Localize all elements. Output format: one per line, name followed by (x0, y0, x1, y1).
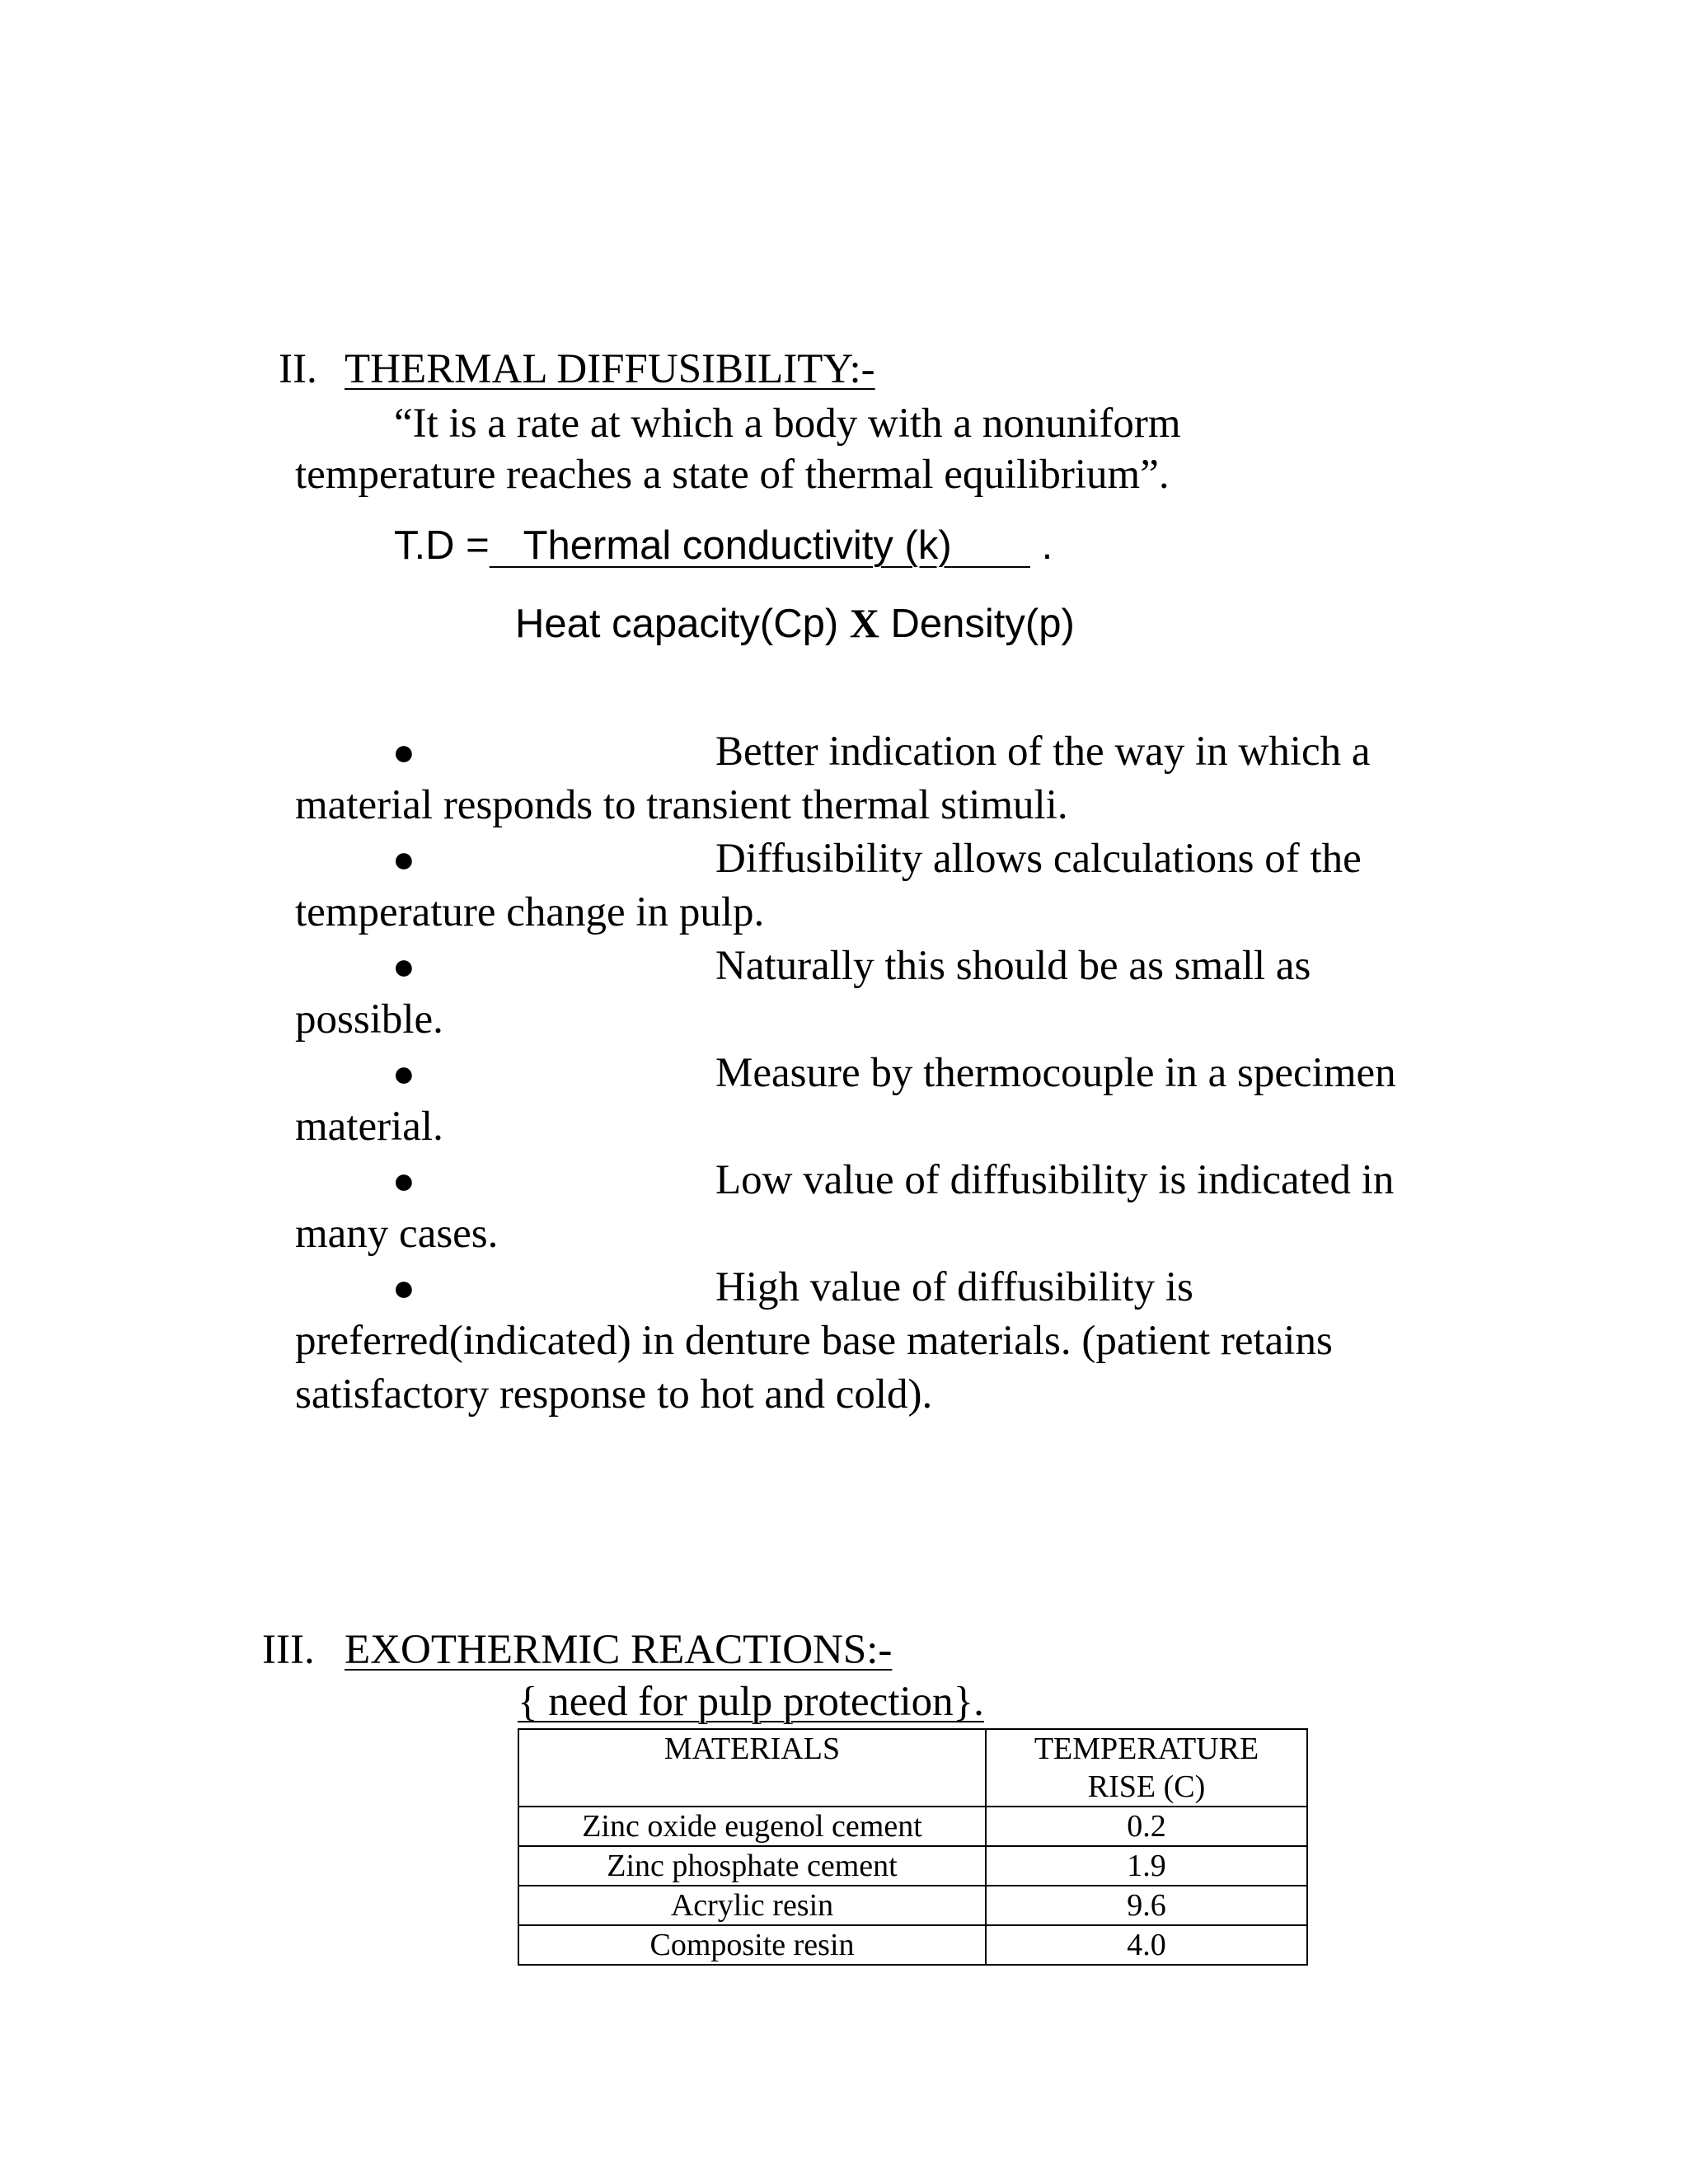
table-row (518, 1886, 1307, 1925)
list-item (295, 1261, 1449, 1422)
list-item (295, 1154, 1449, 1261)
temperature-cell: 0.2 (986, 1807, 1307, 1846)
formula-numerator-text: Thermal conductivity (k) (523, 523, 952, 568)
bullet-icon: ● (392, 1267, 415, 1309)
list-item (295, 725, 1449, 832)
bullet-icon: ● (392, 731, 415, 773)
list-item (295, 832, 1449, 940)
section-2-heading (279, 344, 875, 394)
table-row (518, 1846, 1307, 1886)
formula-denominator-line (515, 599, 1075, 647)
material-cell: Composite resin (518, 1925, 986, 1965)
list-item-continuation: many cases. (295, 1211, 499, 1257)
section-2-number: II. (279, 346, 317, 392)
list-item-first-line: Naturally this should be as small as (715, 943, 1311, 989)
list-item-continuation: temperature change in pulp. (295, 889, 765, 935)
list-item-continuation: material responds to transient thermal stimuli. (295, 782, 1068, 828)
section-3-heading (262, 1625, 892, 1675)
list-item (295, 1047, 1449, 1154)
list-item-first-line: High value of diffusibility is (715, 1264, 1193, 1310)
temperature-cell: 9.6 (986, 1886, 1307, 1925)
formula-trail: . (1041, 523, 1053, 568)
table-row (518, 1807, 1307, 1846)
list-item (295, 940, 1449, 1047)
list-item-continuation: preferred(indicated) in denture base materials. (patient retains (295, 1318, 1333, 1364)
bullet-list (295, 725, 1449, 1422)
section-3-note (518, 1675, 984, 1728)
bullet-icon: ● (392, 838, 415, 880)
temperature-cell: 4.0 (986, 1925, 1307, 1965)
section-2-title: THERMAL DIFFUSIBILITY:- (345, 346, 875, 392)
section-3-title: EXOTHERMIC REACTIONS:- (345, 1627, 893, 1673)
material-cell: Zinc oxide eugenol cement (518, 1807, 986, 1846)
list-item-first-line: Better indication of the way in which a (715, 729, 1371, 775)
formula-denominator-left: Heat capacity(Cp) (515, 602, 839, 646)
section-3-number: III. (262, 1627, 315, 1673)
section-3-note-text: { need for pulp protection}. (518, 1679, 984, 1725)
list-item-continuation: satisfactory response to hot and cold). (295, 1371, 933, 1418)
formula-numerator (490, 523, 1030, 569)
list-item-first-line: Diffusibility allows calculations of the (715, 836, 1362, 882)
formula-lhs: T.D = (394, 523, 490, 568)
bullet-icon: ● (392, 945, 415, 987)
header-line-1: TEMPERATURE (1034, 1732, 1259, 1766)
column-header-temperature-rise (986, 1729, 1307, 1807)
formula-denominator-right: Density(p) (890, 602, 1075, 646)
formula-numerator-line (394, 523, 1053, 569)
table-header-row (518, 1729, 1307, 1807)
temperature-cell: 1.9 (986, 1846, 1307, 1886)
bullet-icon: ● (392, 1160, 415, 1202)
table-row (518, 1925, 1307, 1965)
material-cell: Zinc phosphate cement (518, 1846, 986, 1886)
multiply-symbol: X (849, 600, 879, 646)
material-cell: Acrylic resin (518, 1886, 986, 1925)
column-header-materials: MATERIALS (518, 1729, 986, 1807)
list-item-first-line: Low value of diffusibility is indicated in (715, 1157, 1395, 1203)
bullet-icon: ● (392, 1052, 415, 1094)
list-item-continuation: material. (295, 1104, 443, 1150)
header-line-2: RISE (C) (1087, 1769, 1206, 1804)
definition-line-2: temperature reaches a state of thermal equilibrium”. (295, 452, 1170, 498)
temperature-rise-table (518, 1728, 1308, 1966)
list-item-first-line: Measure by thermocouple in a specimen (715, 1050, 1396, 1096)
list-item-continuation: possible. (295, 996, 443, 1043)
definition-line-1: “It is a rate at which a body with a nonuniform (394, 401, 1181, 447)
